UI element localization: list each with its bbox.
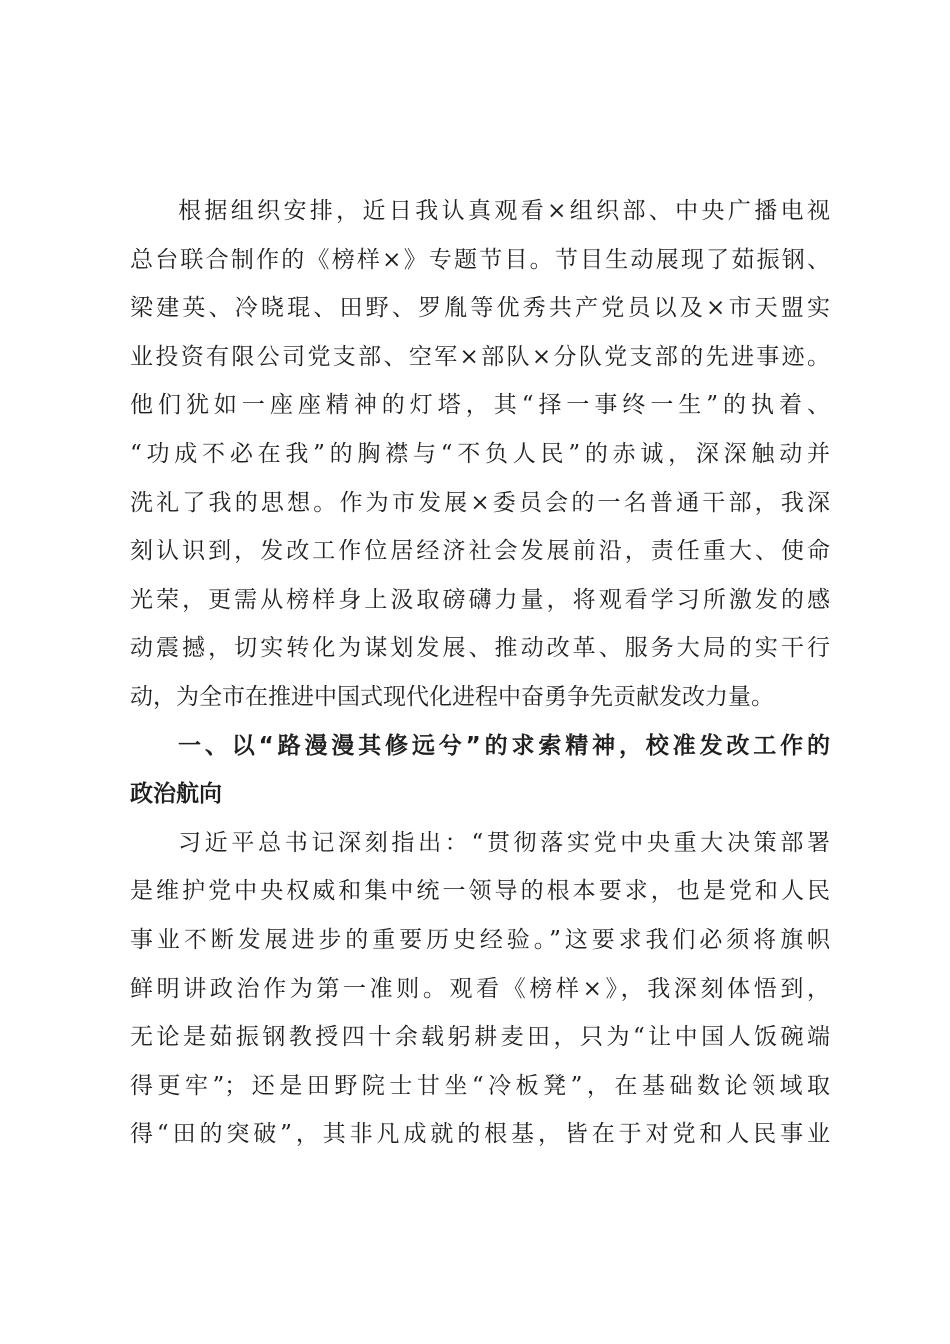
heading-line: 一、以“路漫漫其修远兮”的求索精神，校准发改工作的 xyxy=(178,732,830,759)
text-line: 习近平总书记深刻指出：“贯彻落实党中央重大决策部署 xyxy=(178,829,830,856)
text-line: 得“田的突破”，其非凡成就的根基，皆在于对党和人民事业 xyxy=(130,1121,830,1148)
text-line: 刻认识到，发改工作位居经济社会发展前沿，责任重大、使命 xyxy=(130,538,830,565)
text-line: “功成不必在我”的胸襟与“不负人民”的赤诚，深深触动并 xyxy=(130,440,830,467)
text-line: 他们犹如一座座精神的灯塔，其“择一事终一生”的执着、 xyxy=(130,392,830,419)
text-line: 梁建英、冷晓琨、田野、罗胤等优秀共产党员以及×市天盟实 xyxy=(130,295,830,322)
text-line: 光荣，更需从榜样身上汲取磅礴力量，将观看学习所激发的感 xyxy=(130,586,830,613)
text-line: 动，为全市在推进中国式现代化进程中奋勇争先贡献发改力量。 xyxy=(130,683,774,710)
section-heading xyxy=(130,722,830,819)
body-paragraph xyxy=(130,819,830,1159)
text-line: 得更牢”；还是田野院士甘坐“冷板凳”，在基础数论领域取 xyxy=(130,1072,830,1099)
text-line: 动震撼，切实转化为谋划发展、推动改革、服务大局的实干行 xyxy=(130,635,830,662)
text-line: 业投资有限公司党支部、空军×部队×分队党支部的先进事迹。 xyxy=(130,343,830,370)
intro-paragraph xyxy=(130,187,830,722)
document-page xyxy=(130,187,830,1159)
text-line: 洗礼了我的思想。作为市发展×委员会的一名普通干部，我深 xyxy=(130,489,830,516)
text-line: 无论是茹振钢教授四十余载躬耕麦田，只为“让中国人饭碗端 xyxy=(130,1024,830,1051)
heading-line: 政治航向 xyxy=(130,781,222,808)
text-line: 总台联合制作的《榜样×》专题节目。节目生动展现了茹振钢、 xyxy=(130,246,830,273)
text-line: 根据组织安排，近日我认真观看×组织部、中央广播电视 xyxy=(178,198,830,224)
text-line: 事业不断发展进步的重要历史经验。”这要求我们必须将旗帜 xyxy=(130,926,830,953)
text-line: 是维护党中央权威和集中统一领导的根本要求，也是党和人民 xyxy=(130,878,830,905)
text-line: 鲜明讲政治作为第一准则。观看《榜样×》，我深刻体悟到， xyxy=(130,975,830,1002)
